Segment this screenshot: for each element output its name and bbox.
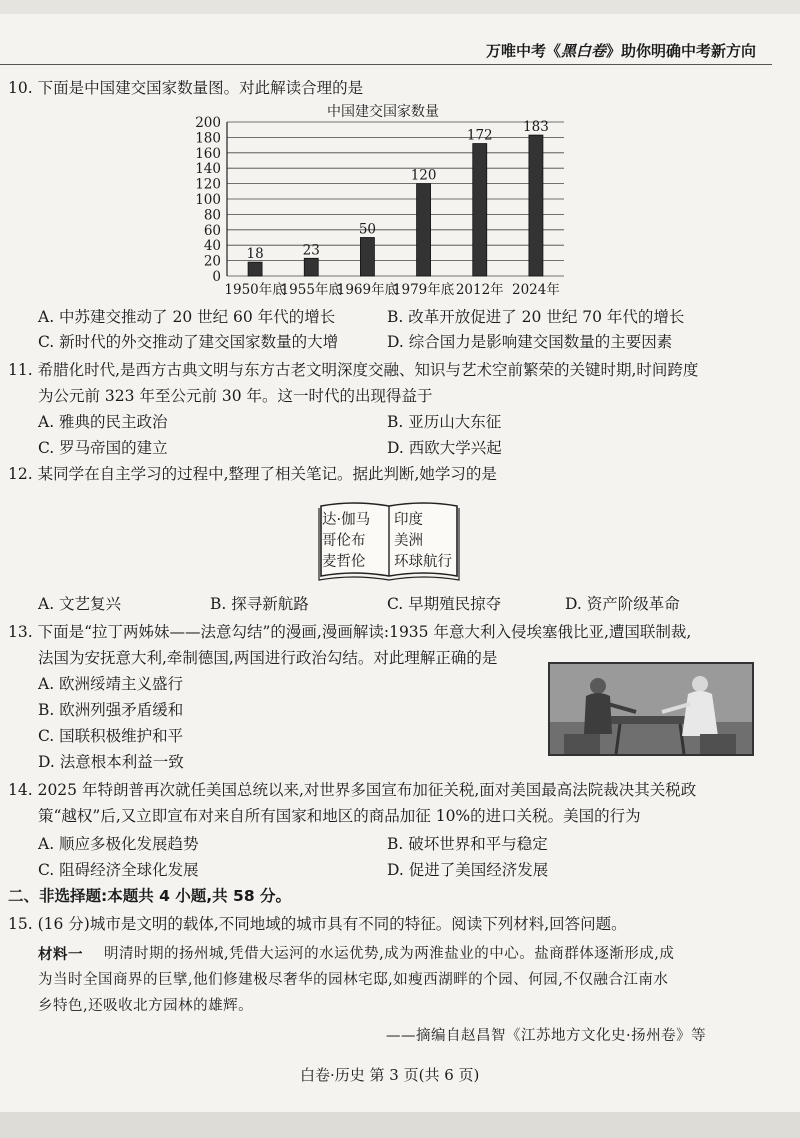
bar bbox=[417, 184, 431, 276]
material-line: 乡特色,还吸收北方园林的雄辉。 bbox=[38, 998, 254, 1014]
notebook-illustration bbox=[318, 500, 460, 582]
y-tick-label: 20 bbox=[203, 253, 221, 270]
cartoon-latin-sisters bbox=[548, 662, 754, 756]
q11-stem-line2: 为公元前 323 年至公元前 30 年。这一时代的出现得益于 bbox=[38, 387, 433, 405]
q12-stem: 12. 某同学在自主学习的过程中,整理了相关笔记。据此判断,她学习的是 bbox=[8, 465, 497, 483]
material-line: 明清时期的扬州城,凭借大运河的水运优势,成为两淮盐业的中心。盐商群体逐渐形成,成 bbox=[104, 946, 675, 962]
y-tick-label: 100 bbox=[195, 192, 221, 208]
q12-option-d[interactable]: D. 资产阶级革命 bbox=[565, 595, 680, 613]
q10-option-c[interactable]: C. 新时代的外交推动了建交国家数量的大增 bbox=[38, 333, 339, 351]
y-tick-label: 160 bbox=[195, 145, 221, 162]
bar bbox=[360, 238, 374, 277]
header-rule bbox=[0, 64, 772, 65]
material-source: ——摘编自赵昌智《江苏地方文化史·扬州卷》等 bbox=[386, 1028, 707, 1044]
x-tick-label: 1950年底 bbox=[224, 282, 286, 298]
q11-option-d[interactable]: D. 西欧大学兴起 bbox=[387, 439, 502, 457]
q11-option-a[interactable]: A. 雅典的民主政治 bbox=[38, 413, 168, 431]
q14-option-d[interactable]: D. 促进了美国经济发展 bbox=[387, 861, 549, 879]
bar bbox=[304, 258, 318, 276]
y-tick-label: 80 bbox=[203, 207, 221, 224]
x-tick-label: 2012年 bbox=[455, 282, 504, 298]
q14-option-c[interactable]: C. 阻碍经济全球化发展 bbox=[38, 861, 199, 879]
page-footer: 白卷·历史 第 3 页(共 6 页) bbox=[300, 1066, 480, 1084]
q12-option-b[interactable]: B. 探寻新航路 bbox=[210, 595, 309, 613]
q10-option-d[interactable]: D. 综合国力是影响建交国数量的主要因素 bbox=[387, 333, 673, 351]
q13-stem-line2: 法国为安抚意大利,牵制德国,两国进行政治勾结。对此理解正确的是 bbox=[38, 649, 498, 667]
q12-option-c[interactable]: C. 早期殖民掠夺 bbox=[387, 595, 502, 613]
q14-option-b[interactable]: B. 破坏世界和平与稳定 bbox=[387, 835, 548, 853]
q14-stem-line2: 策“越权”后,又立即宣布对来自所有国家和地区的商品加征 10%的进口关税。美国的行为 bbox=[38, 807, 641, 825]
q15-stem: 15. (16 分)城市是文明的载体,不同地域的城市具有不同的特征。阅读下列材料,回答问题。 bbox=[8, 915, 627, 933]
running-header: 万唯中考《黑白卷》助你明确中考新方向 bbox=[485, 42, 756, 60]
y-tick-label: 40 bbox=[203, 238, 221, 255]
x-tick-label: 1979年底 bbox=[392, 282, 455, 298]
x-tick-label: 1969年底 bbox=[336, 282, 399, 298]
q10-stem: 10. 下面是中国建交国家数量图。对此解读合理的是 bbox=[8, 79, 364, 97]
book-left-line: 达·伽马 bbox=[322, 512, 371, 528]
bar-value-label: 183 bbox=[523, 119, 549, 136]
bar-value-label: 120 bbox=[410, 167, 437, 184]
section-heading: 二、非选择题:本题共 4 小题,共 58 分。 bbox=[8, 887, 292, 905]
cartoon-illustration bbox=[550, 664, 752, 754]
book-right-page bbox=[394, 510, 452, 573]
y-tick-label: 140 bbox=[195, 161, 221, 178]
book-left-page bbox=[322, 510, 370, 573]
bar-value-label: 172 bbox=[466, 127, 493, 144]
book-right-line: 环球航行 bbox=[394, 554, 452, 570]
q11-option-b[interactable]: B. 亚历山大东征 bbox=[387, 413, 502, 431]
y-tick-label: 0 bbox=[212, 269, 221, 285]
q11-option-c[interactable]: C. 罗马帝国的建立 bbox=[38, 439, 168, 457]
q13-option-d[interactable]: D. 法意根本利益一致 bbox=[38, 753, 184, 771]
bar-value-label: 18 bbox=[246, 246, 264, 263]
y-tick-label: 120 bbox=[195, 176, 221, 193]
bar-value-label: 23 bbox=[302, 242, 320, 259]
q12-option-a[interactable]: A. 文艺复兴 bbox=[38, 595, 122, 613]
q11-stem-line1: 11. 希腊化时代,是西方古典文明与东方古老文明深度交融、知识与艺术空前繁荣的关键时期,时间跨度 bbox=[8, 361, 699, 379]
q14-option-a[interactable]: A. 顺应多极化发展趋势 bbox=[38, 835, 199, 853]
book-left-line: 麦哲伦 bbox=[322, 554, 366, 570]
scan-bottom-edge bbox=[0, 1112, 800, 1138]
q10-option-a[interactable]: A. 中苏建交推动了 20 世纪 60 年代的增长 bbox=[38, 308, 336, 326]
book-left-line: 哥伦布 bbox=[322, 533, 366, 549]
material-line: 为当时全国商界的巨擘,他们修建极尽奢华的园林宅邸,如瘦西湖畔的个园、何园,不仅融合江南水 bbox=[38, 972, 669, 988]
q13-option-a[interactable]: A. 欧洲绥靖主义盛行 bbox=[38, 675, 184, 693]
material-label: 材料一 bbox=[38, 946, 83, 963]
bar-chart bbox=[190, 100, 590, 302]
q13-stem-line1: 13. 下面是“拉丁两姊妹——法意勾结”的漫画,漫画解读:1935 年意大利入侵埃塞俄比亚,遭国联制裁, bbox=[8, 623, 692, 641]
x-tick-label: 2024年 bbox=[511, 282, 560, 298]
q13-option-c[interactable]: C. 国联积极维护和平 bbox=[38, 727, 184, 745]
q10-option-b[interactable]: B. 改革开放促进了 20 世纪 70 年代的增长 bbox=[387, 308, 685, 326]
book-right-line: 美洲 bbox=[394, 533, 423, 549]
scan-top-edge bbox=[0, 0, 800, 14]
book-right-line: 印度 bbox=[394, 512, 423, 528]
chart-title: 中国建交国家数量 bbox=[327, 104, 439, 120]
bar bbox=[473, 144, 487, 276]
y-tick-label: 60 bbox=[203, 222, 221, 239]
bar-value-label: 50 bbox=[358, 221, 377, 238]
q14-stem-line1: 14. 2025 年特朗普再次就任美国总统以来,对世界多国宣布加征关税,面对美国最高法院裁决其关税政 bbox=[8, 781, 697, 799]
bar bbox=[529, 135, 543, 276]
y-tick-label: 180 bbox=[195, 130, 221, 147]
x-tick-label: 1955年底 bbox=[280, 282, 342, 298]
y-tick-label: 200 bbox=[195, 115, 221, 131]
q13-option-b[interactable]: B. 欧洲列强矛盾缓和 bbox=[38, 701, 184, 719]
bar bbox=[248, 262, 262, 276]
